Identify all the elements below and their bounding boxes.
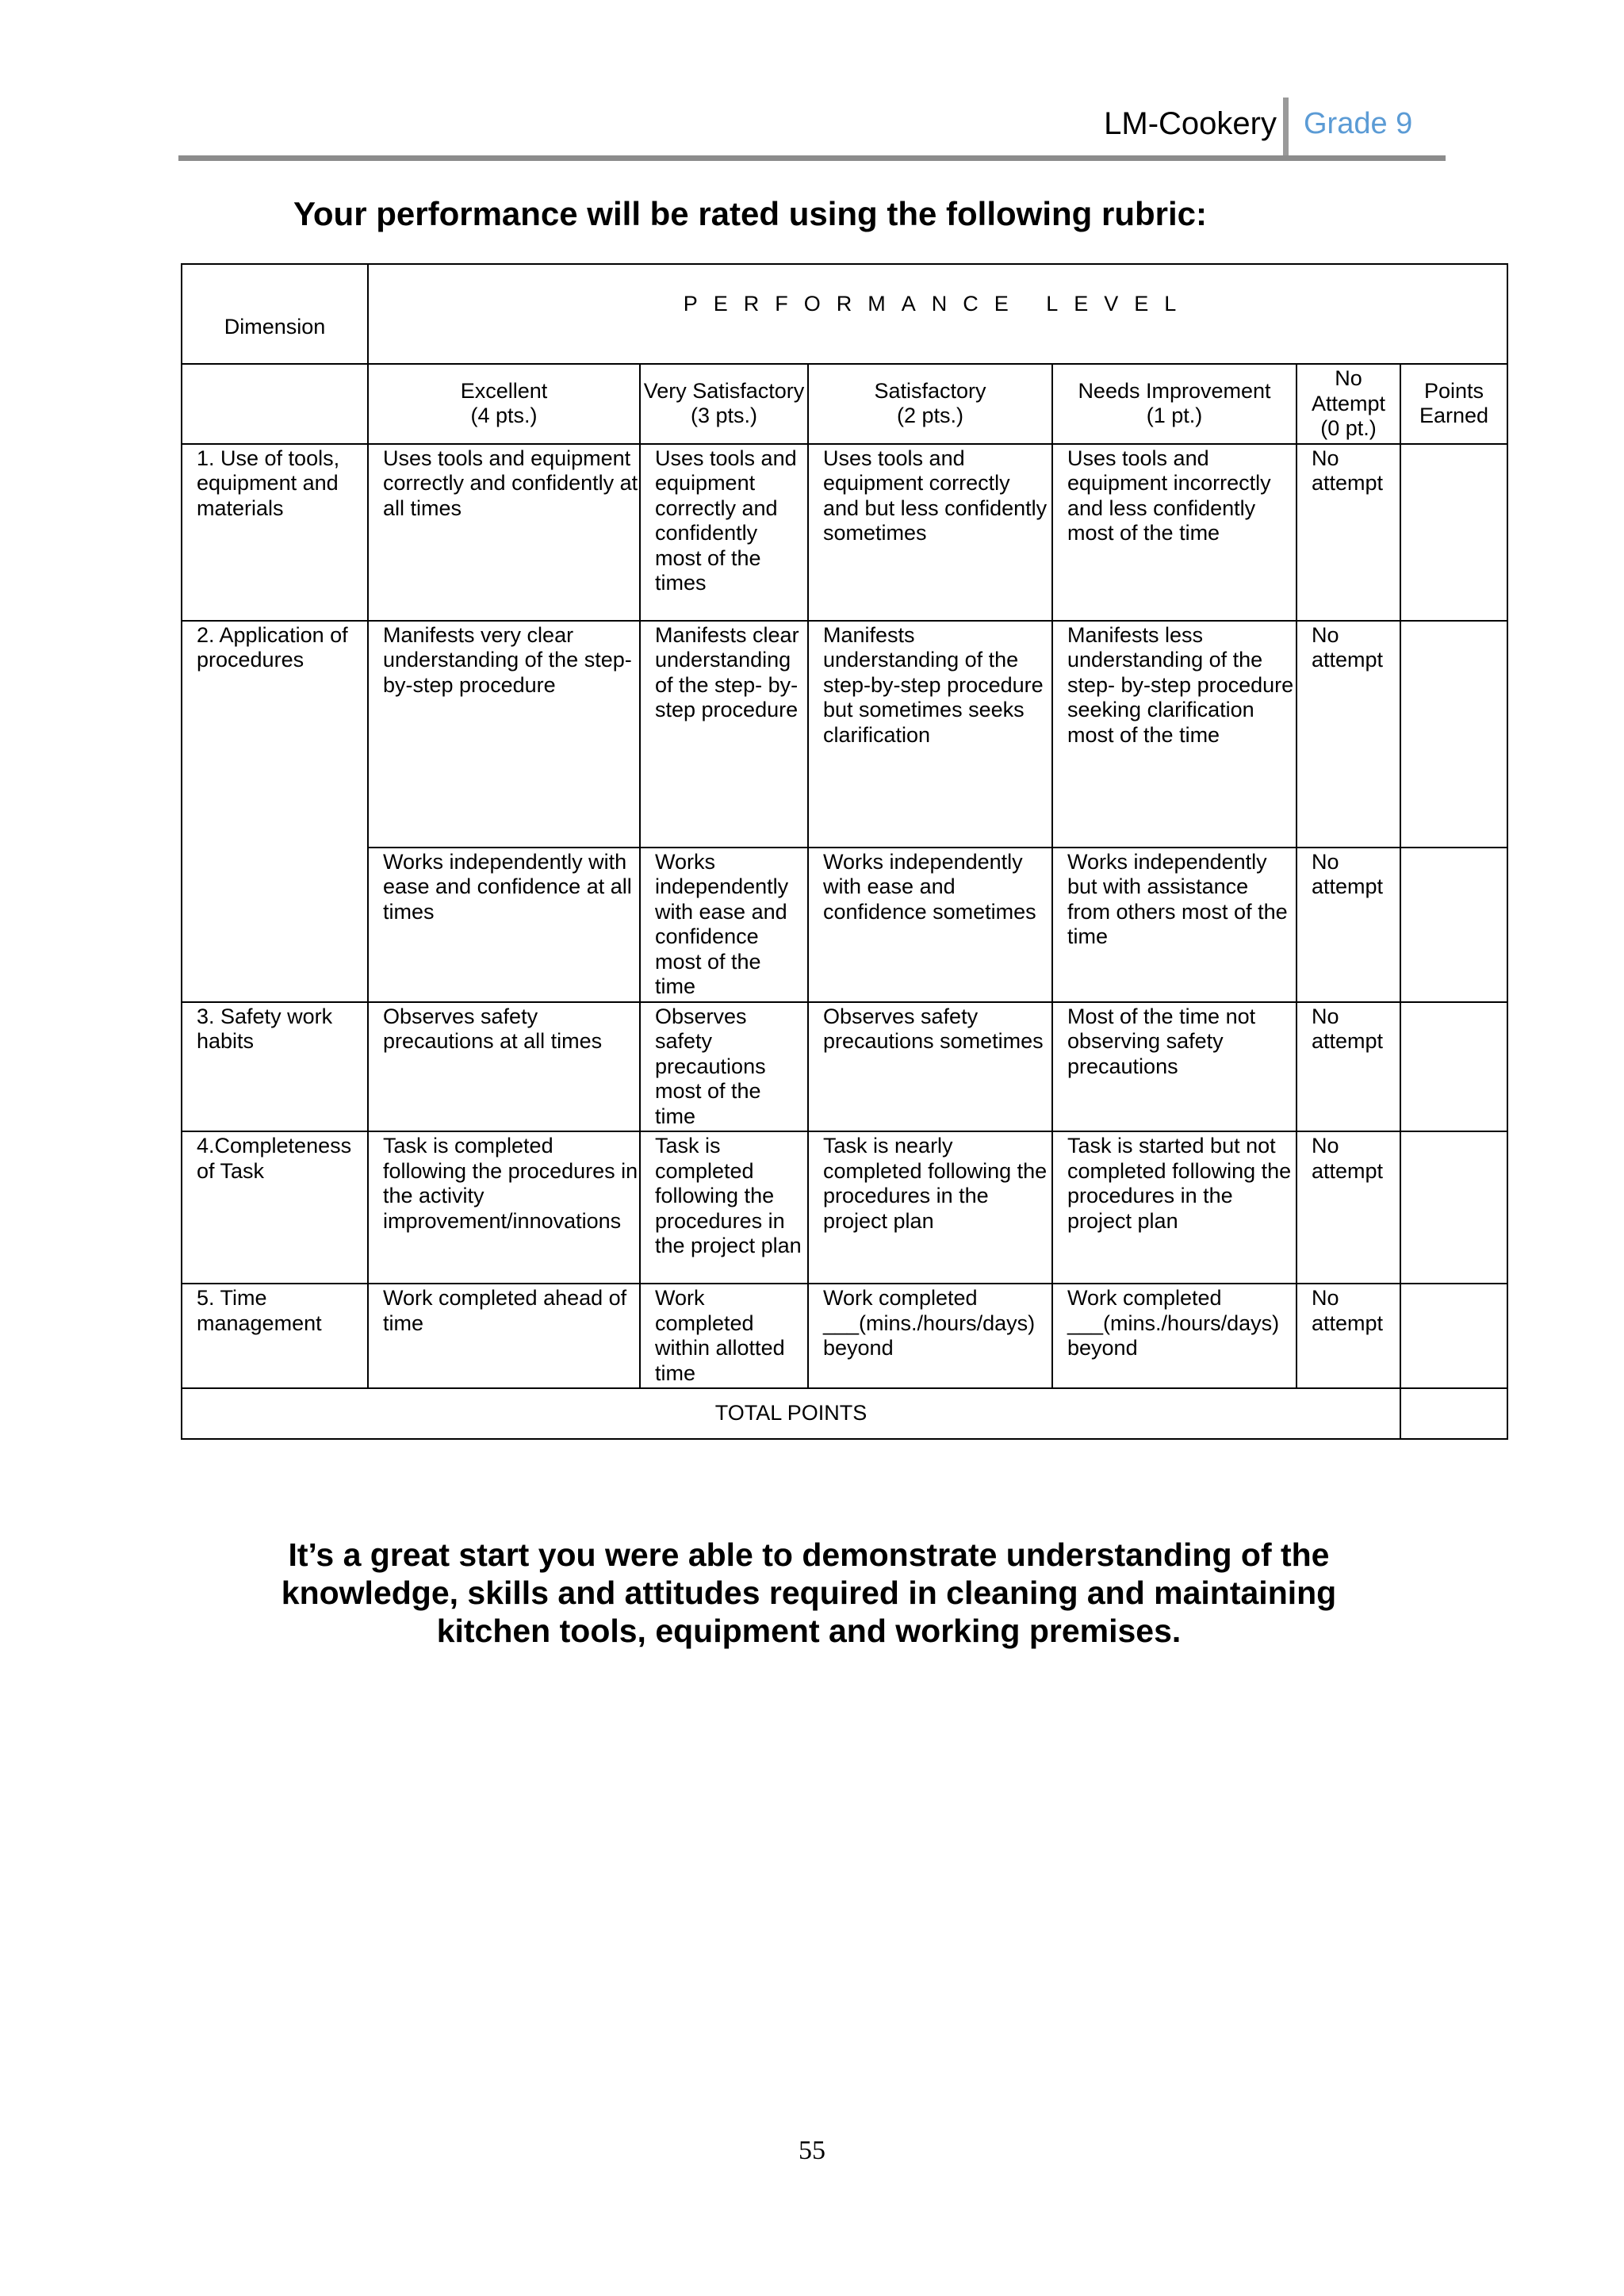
level-name: Satisfactory <box>874 378 986 403</box>
level-header <box>1052 364 1297 444</box>
criteria-cell: No attempt <box>1297 444 1400 621</box>
criteria-cell: Works independently but with assistance from others most of the time <box>1052 848 1297 1002</box>
points-earned-header: Points Earned <box>1400 364 1507 444</box>
closing-line: It’s a great start you were able to demonstrate understanding of the <box>288 1536 1330 1573</box>
criteria-cell: No attempt <box>1297 1131 1400 1284</box>
criteria-cell: Manifests clear understanding of the step- by-step procedure <box>640 621 808 848</box>
total-row <box>182 1388 1507 1439</box>
page-heading: Your performance will be rated using the following rubric: <box>293 195 1208 232</box>
performance-level-header <box>368 264 1507 364</box>
criteria-cell: No attempt <box>1297 621 1400 848</box>
document-title: LM-Cookery <box>1104 106 1277 141</box>
criteria-cell: Manifests very clear understanding of the step- by-step procedure <box>368 621 640 848</box>
table-row <box>182 848 1507 1002</box>
level-header <box>640 364 808 444</box>
rubric-table <box>181 263 1508 1440</box>
points-cell <box>1400 444 1507 621</box>
points-cell <box>1400 1002 1507 1132</box>
criteria-cell: Work completed ___(mins./hours/days) beyond <box>1052 1284 1297 1388</box>
criteria-cell: Task is completed following the procedures in the activity improvement/innovations <box>368 1131 640 1284</box>
level-name: Very Satisfactory <box>643 378 805 403</box>
criteria-cell: Uses tools and equipment correctly and confidently at all times <box>368 444 640 621</box>
dimension-header <box>182 264 368 364</box>
points-cell <box>1400 1131 1507 1284</box>
level-header <box>808 364 1052 444</box>
criteria-cell: Observes safety precautions most of the time <box>640 1002 808 1132</box>
criteria-cell: Task is nearly completed following the procedures in the project plan <box>808 1131 1052 1284</box>
criteria-cell: Uses tools and equipment incorrectly and less confidently most of the time <box>1052 444 1297 621</box>
criteria-cell: Works independently with ease and confidence most of the time <box>640 848 808 1002</box>
closing-line: knowledge, skills and attitudes required in cleaning and maintaining <box>281 1575 1337 1611</box>
rubric-levels-row <box>182 364 1507 444</box>
grade-label: Grade 9 <box>1304 107 1413 140</box>
closing-message <box>238 1536 1380 1650</box>
criteria-cell: Manifests less understanding of the step- by-step procedure seeking clarification most of the time <box>1052 621 1297 848</box>
criteria-cell: No attempt <box>1297 848 1400 1002</box>
criteria-cell: Works independently with ease and confidence at all times <box>368 848 640 1002</box>
total-points-cell <box>1400 1388 1507 1439</box>
criteria-cell: No attempt <box>1297 1002 1400 1132</box>
dimension-cell: 3. Safety work habits <box>182 1002 368 1132</box>
dimension-cell: 5. Time management <box>182 1284 368 1388</box>
table-row <box>182 621 1507 848</box>
criteria-cell: Manifests understanding of the step-by-step procedure but sometimes seeks clarification <box>808 621 1052 848</box>
criteria-cell: Works independently with ease and confidence sometimes <box>808 848 1052 1002</box>
total-points-label: TOTAL POINTS <box>182 1388 1400 1439</box>
dimension-cell: 1. Use of tools, equipment and materials <box>182 444 368 621</box>
level-points: (2 pts.) <box>896 404 964 428</box>
performance-level-label: PERFORMANCE LEVEL <box>683 292 1193 316</box>
levels-blank-cell <box>182 364 368 444</box>
dimension-cell: 2. Application of procedures <box>182 621 368 1002</box>
level-name: Needs Improvement <box>1078 378 1271 403</box>
level-header <box>1297 364 1400 444</box>
table-row <box>182 1284 1507 1388</box>
criteria-cell: Work completed ___(mins./hours/days) beyond <box>808 1284 1052 1388</box>
level-points: (0 pt.) <box>1320 416 1377 440</box>
criteria-cell: Uses tools and equipment correctly and confidently most of the times <box>640 444 808 621</box>
table-row <box>182 1002 1507 1132</box>
points-cell <box>1400 1284 1507 1388</box>
closing-line: kitchen tools, equipment and working premises. <box>436 1613 1182 1649</box>
rubric-header-row <box>182 264 1507 364</box>
criteria-cell: Uses tools and equipment correctly and but less confidently sometimes <box>808 444 1052 621</box>
criteria-cell: Task is started but not completed following the procedures in the project plan <box>1052 1131 1297 1284</box>
level-points: (4 pts.) <box>470 404 538 428</box>
criteria-cell: Observes safety precautions sometimes <box>808 1002 1052 1132</box>
dimension-label: Dimension <box>224 315 326 339</box>
criteria-cell: Most of the time not observing safety precautions <box>1052 1002 1297 1132</box>
points-cell <box>1400 621 1507 848</box>
level-name: Excellent <box>460 378 548 403</box>
table-row <box>182 1131 1507 1284</box>
criteria-cell: No attempt <box>1297 1284 1400 1388</box>
points-cell <box>1400 848 1507 1002</box>
level-header <box>368 364 640 444</box>
level-name: No Attempt <box>1311 366 1386 415</box>
level-points: (1 pt.) <box>1146 404 1203 428</box>
dimension-cell: 4.Completeness of Task <box>182 1131 368 1284</box>
criteria-cell: Work completed ahead of time <box>368 1284 640 1388</box>
header-separator <box>1283 98 1289 159</box>
criteria-cell: Work completed within allotted time <box>640 1284 808 1388</box>
criteria-cell: Task is completed following the procedures in the project plan <box>640 1131 808 1284</box>
table-row <box>182 444 1507 621</box>
page-number: 55 <box>799 2136 825 2165</box>
header-rule <box>178 155 1446 161</box>
level-points: (3 pts.) <box>690 404 758 428</box>
criteria-cell: Observes safety precautions at all times <box>368 1002 640 1132</box>
